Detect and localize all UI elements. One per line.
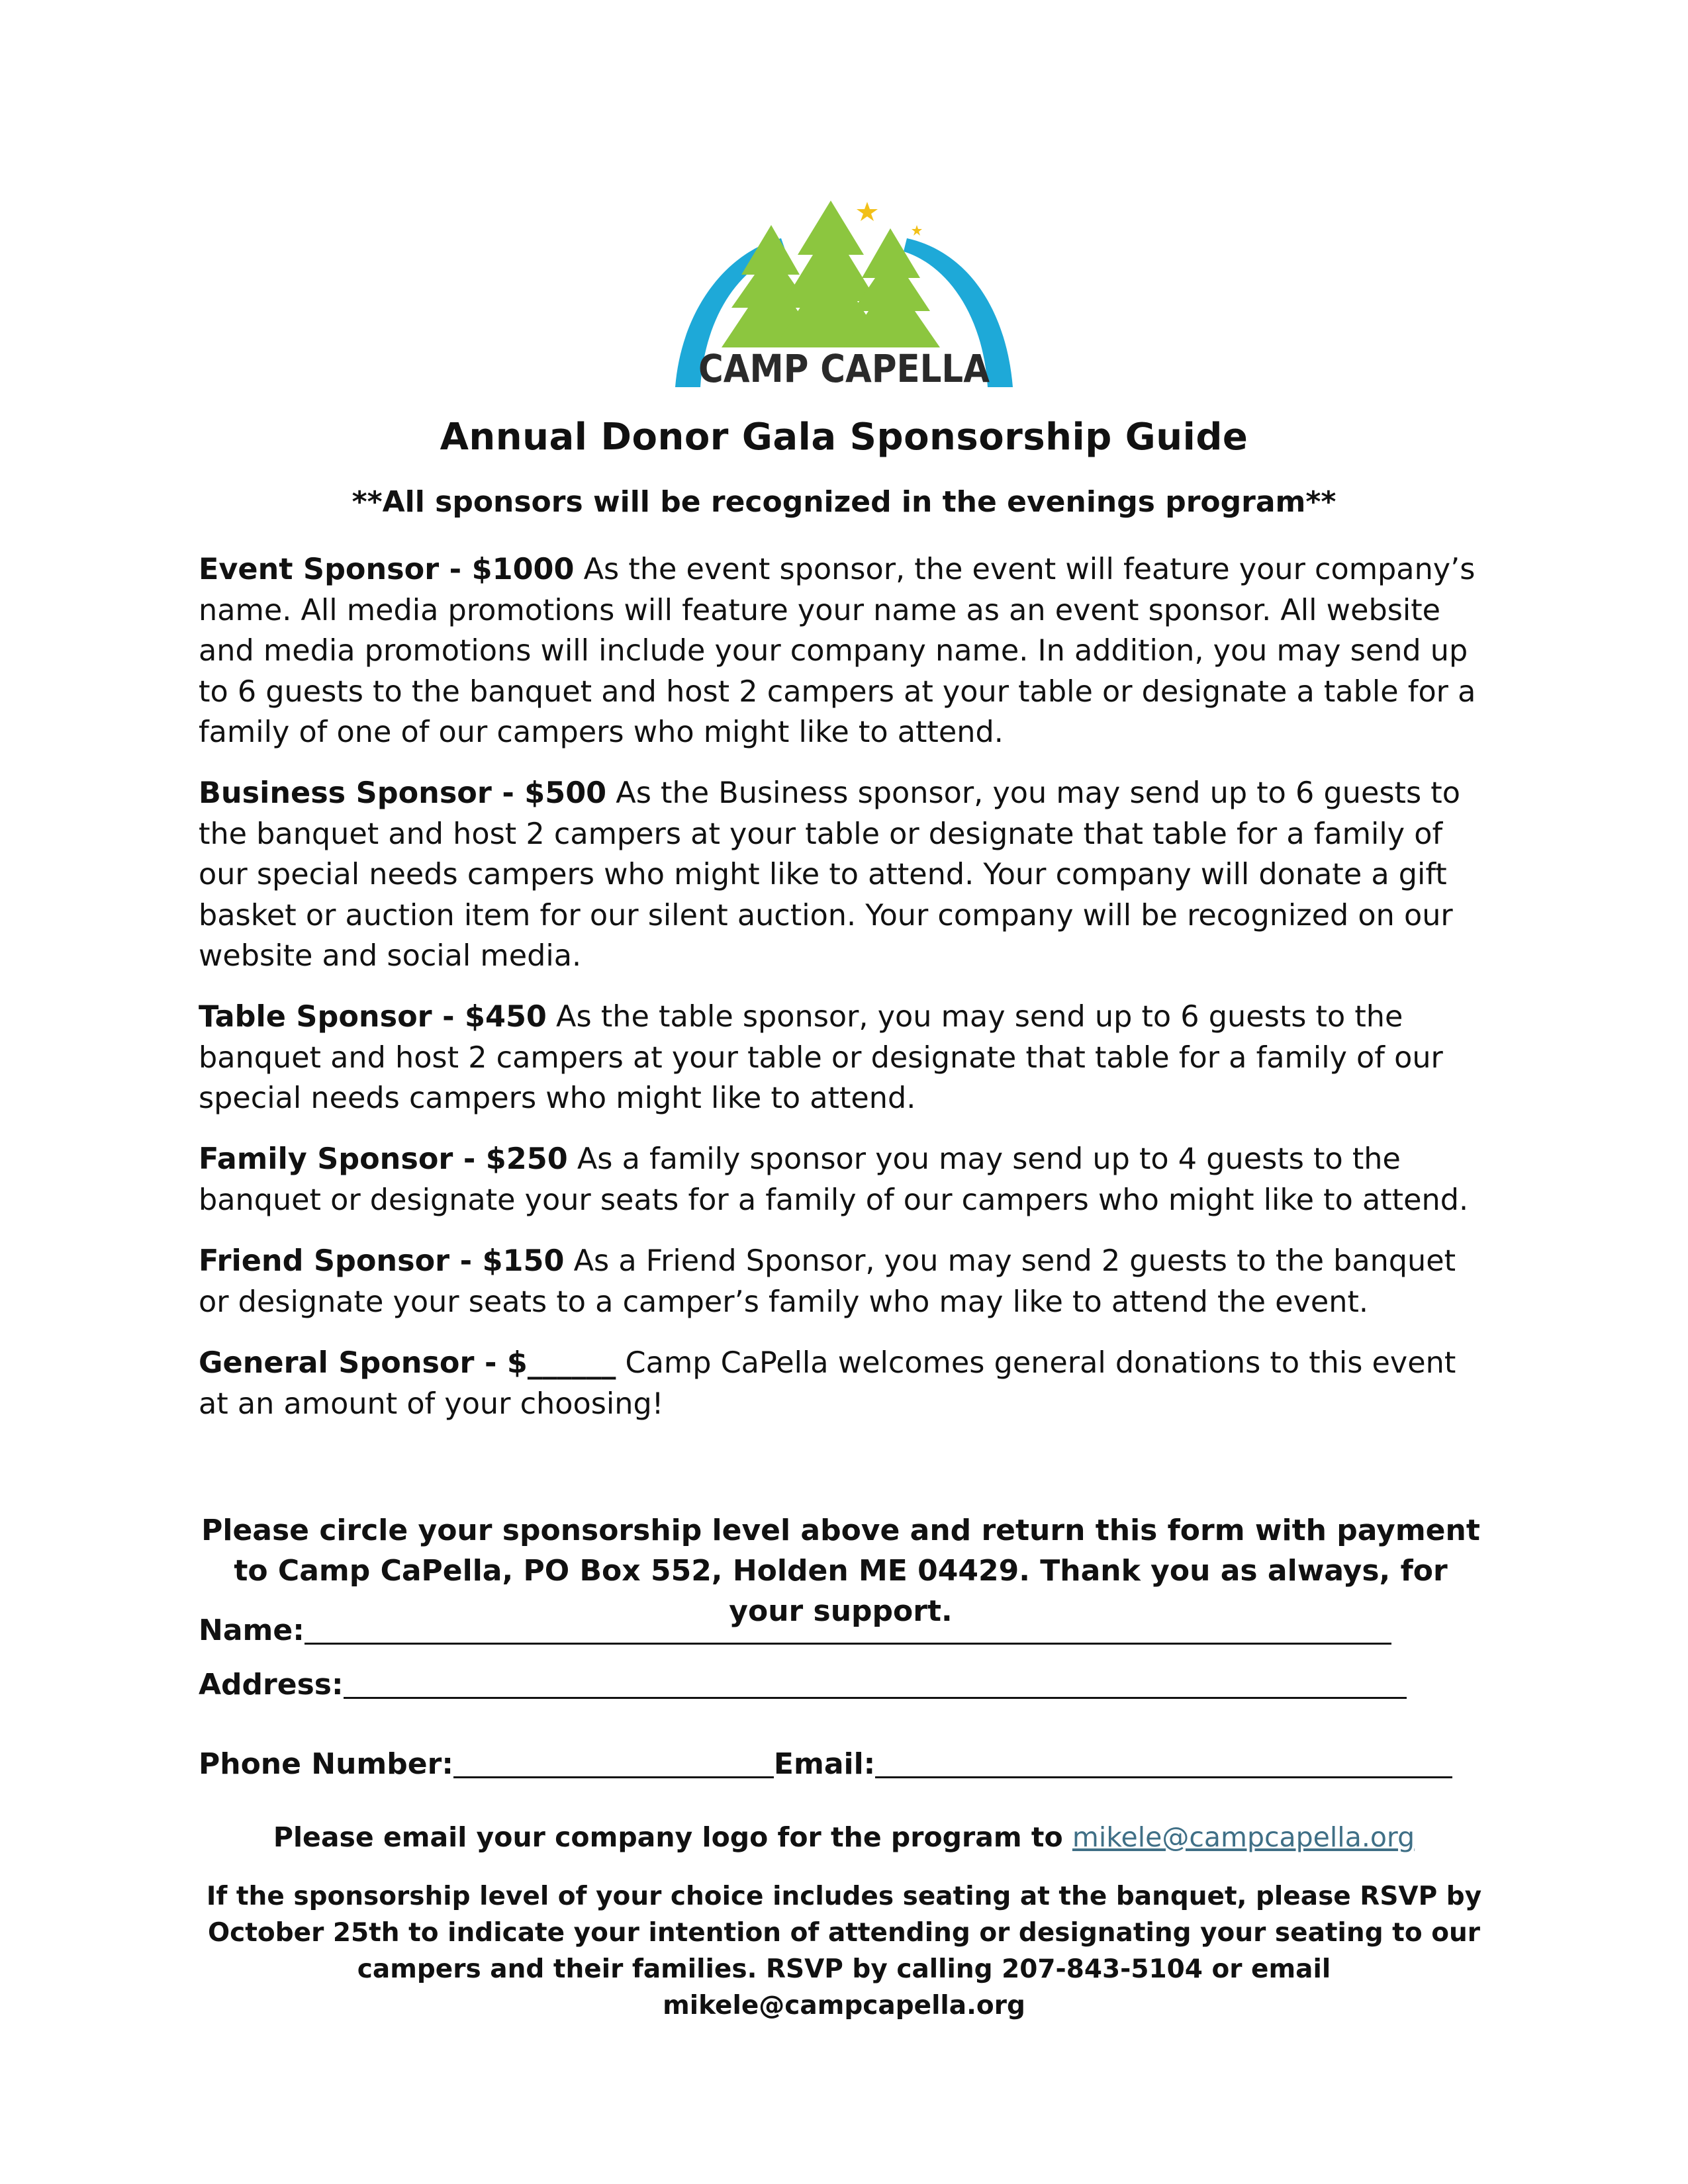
- page-title: Annual Donor Gala Sponsorship Guide: [440, 416, 1248, 459]
- sponsor-description: As a Friend Sponsor, you may send 2 guests to the banquet or designate your seats to a camper’s family who may like to attend the event.: [199, 1244, 1456, 1319]
- address-field: [199, 1664, 1407, 1702]
- sponsor-table: [199, 997, 1483, 1119]
- email-label: Email:: [773, 1747, 876, 1781]
- logo-email-note: [0, 1821, 1688, 1853]
- name-blank-line[interactable]: [305, 1614, 1391, 1645]
- logo-text: CAMP CAPELLA: [698, 346, 990, 391]
- return-instructions: Please circle your sponsorship level above and return this form with payment to Camp CaPella, PO Box 552, Holden ME 04429. Thank you as always, for your support.: [201, 1514, 1480, 1628]
- sponsor-level: Family Sponsor - $250: [199, 1142, 568, 1176]
- sponsor-friend: [199, 1241, 1483, 1322]
- star-icon: [912, 225, 922, 236]
- sponsor-event: [199, 549, 1483, 753]
- page-subtitle: **All sponsors will be recognized in the evenings program**: [352, 485, 1336, 519]
- sponsor-description: As a family sponsor you may send up to 4 guests to the banquet or designate your seats for a family of our campers who might like to attend.: [199, 1142, 1469, 1217]
- sponsor-family: [199, 1139, 1483, 1220]
- logo-note-text: Please email your company logo for the program to: [273, 1821, 1072, 1853]
- phone-email-field: [199, 1744, 1452, 1781]
- email-blank-line[interactable]: [875, 1747, 1452, 1778]
- email-link[interactable]: mikele@campcapella.org: [1072, 1821, 1415, 1853]
- star-icon: [857, 202, 878, 221]
- camp-capella-logo: [655, 189, 1033, 394]
- sponsor-business: [199, 773, 1483, 977]
- sponsor-description: As the Business sponsor, you may send up to 6 guests to the banquet and host 2 campers at your table or designate that table for a family of our special needs campers who might like to attend. Your company will donate a gift basket or auction item for our silent auction. Your company will be recognized on our website and social media.: [199, 776, 1460, 973]
- sponsor-level: General Sponsor - $______: [199, 1346, 616, 1380]
- name-label: Name:: [199, 1614, 305, 1647]
- address-blank-line[interactable]: [344, 1668, 1407, 1699]
- phone-blank-line[interactable]: [453, 1747, 774, 1778]
- name-field: [199, 1610, 1391, 1647]
- sponsor-level: Friend Sponsor - $150: [199, 1244, 565, 1278]
- sponsor-level: Business Sponsor - $500: [199, 776, 607, 810]
- sponsor-description: As the table sponsor, you may send up to 6 guests to the banquet and host 2 campers at your table or designate that table for a family of our special needs campers who might like to attend.: [199, 1000, 1443, 1115]
- sponsor-level: Event Sponsor - $1000: [199, 553, 575, 586]
- sponsor-general: [199, 1343, 1483, 1424]
- address-label: Address:: [199, 1668, 344, 1702]
- sponsor-description: As the event sponsor, the event will feature your company’s name. All media promotions will feature your name as an event sponsor. All website and media promotions will include your company name. In addition, you may send up to 6 guests to the banquet and host 2 campers at your table or designate a table for a family of one of our campers who might like to attend.: [199, 553, 1476, 749]
- sponsor-level: Table Sponsor - $450: [199, 1000, 547, 1034]
- logo-trees: [722, 201, 940, 347]
- rsvp-note: If the sponsorship level of your choice includes seating at the banquet, please RSVP by October 25th to indicate your intention of attending or designating your seating to our campers and their families. RSVP by calling 207-843-5104 or email mikele@campcapella.org: [206, 1882, 1482, 2021]
- phone-label: Phone Number:: [199, 1747, 453, 1781]
- sponsor-description: Camp CaPella welcomes general donations to this event at an amount of your choosing!: [199, 1346, 1456, 1421]
